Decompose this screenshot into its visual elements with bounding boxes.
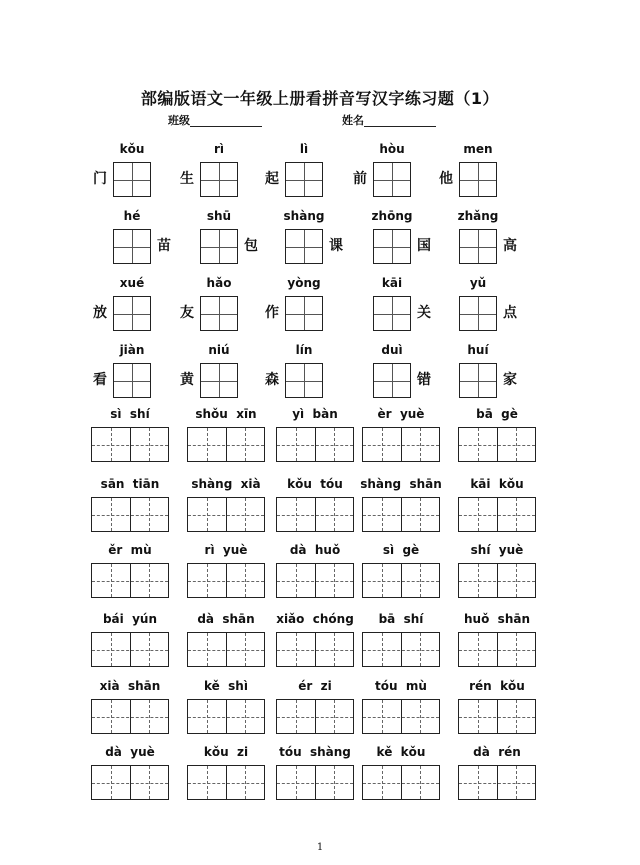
word-pinyin-label: shǒu xīn <box>195 407 257 421</box>
hint-character: 门 <box>93 171 107 187</box>
grid-guide-line <box>92 515 168 516</box>
grid-guide-line <box>363 650 439 651</box>
grid-guide-line <box>92 717 168 718</box>
word-writing-box[interactable] <box>362 427 440 462</box>
grid-guide-line <box>188 717 264 718</box>
worksheet-title: 部编版语文一年级上册看拼音写汉字练习题（1） <box>140 89 500 108</box>
writing-box[interactable] <box>459 296 497 331</box>
hint-character: 作 <box>265 305 279 321</box>
writing-box[interactable] <box>459 229 497 264</box>
word-writing-box[interactable] <box>276 765 354 800</box>
pinyin-label: men <box>463 142 493 156</box>
writing-box[interactable] <box>285 296 323 331</box>
grid-guide-line <box>277 445 353 446</box>
grid-guide-line <box>459 515 535 516</box>
hint-character: 错 <box>417 372 431 388</box>
pinyin-label: kāi <box>381 276 403 290</box>
word-writing-box[interactable] <box>276 699 354 734</box>
grid-guide-line <box>188 515 264 516</box>
writing-box[interactable] <box>459 363 497 398</box>
word-pinyin-label: dà yuè <box>105 745 155 759</box>
hint-character: 森 <box>265 372 279 388</box>
writing-box[interactable] <box>373 162 411 197</box>
word-writing-box[interactable] <box>276 632 354 667</box>
word-pinyin-label: huǒ shān <box>463 612 530 626</box>
name-blank <box>364 115 436 127</box>
word-writing-box[interactable] <box>91 765 169 800</box>
pinyin-label: duì <box>381 343 403 357</box>
grid-guide-line <box>459 650 535 651</box>
word-pinyin-label: sì shí <box>110 407 150 421</box>
pinyin-label: hòu <box>379 142 405 156</box>
pinyin-label: shàng <box>283 209 325 223</box>
word-pinyin-label: shàng shān <box>360 477 442 491</box>
hint-character: 黄 <box>180 372 194 388</box>
grid-guide-line <box>188 783 264 784</box>
pinyin-label: rì <box>213 142 225 156</box>
word-pinyin-label: ěr mù <box>108 543 152 557</box>
hint-character: 他 <box>439 171 453 187</box>
hint-character: 起 <box>265 171 279 187</box>
pinyin-label: zhōng <box>371 209 413 223</box>
name-field <box>342 115 436 127</box>
hint-character: 国 <box>417 238 431 254</box>
word-writing-box[interactable] <box>458 699 536 734</box>
word-writing-box[interactable] <box>187 427 265 462</box>
word-writing-box[interactable] <box>276 427 354 462</box>
word-writing-box[interactable] <box>276 563 354 598</box>
hint-character: 生 <box>180 171 194 187</box>
hint-character: 点 <box>503 305 517 321</box>
word-pinyin-label: yì bàn <box>292 407 338 421</box>
writing-box[interactable] <box>373 296 411 331</box>
grid-guide-line <box>363 581 439 582</box>
word-pinyin-label: tóu shàng <box>279 745 351 759</box>
hint-character: 家 <box>503 372 517 388</box>
word-writing-box[interactable] <box>91 497 169 532</box>
grid-guide-line <box>188 650 264 651</box>
grid-guide-line <box>92 581 168 582</box>
grid-guide-line <box>92 650 168 651</box>
writing-box[interactable] <box>113 229 151 264</box>
pinyin-label: xué <box>119 276 145 290</box>
word-pinyin-label: shí yuè <box>470 543 524 557</box>
hint-character: 关 <box>417 305 431 321</box>
word-pinyin-label: sì gè <box>382 543 420 557</box>
word-writing-box[interactable] <box>362 765 440 800</box>
word-writing-box[interactable] <box>362 497 440 532</box>
word-pinyin-label: sān tiān <box>100 477 160 491</box>
writing-box[interactable] <box>285 363 323 398</box>
pinyin-label: lì <box>299 142 309 156</box>
pinyin-label: niú <box>208 343 230 357</box>
word-pinyin-label: kāi kǒu <box>470 477 524 491</box>
writing-box[interactable] <box>113 363 151 398</box>
word-writing-box[interactable] <box>458 632 536 667</box>
class-blank <box>190 115 262 127</box>
page-number: 1 <box>316 842 324 853</box>
word-writing-box[interactable] <box>187 563 265 598</box>
pinyin-label: shū <box>206 209 232 223</box>
writing-box[interactable] <box>373 229 411 264</box>
hint-character: 看 <box>93 372 107 388</box>
hint-character: 友 <box>180 305 194 321</box>
grid-guide-line <box>92 445 168 446</box>
word-pinyin-label: kǒu zi <box>203 745 249 759</box>
word-pinyin-label: dà huǒ <box>289 543 341 557</box>
word-pinyin-label: tóu mù <box>375 679 427 693</box>
word-writing-box[interactable] <box>187 765 265 800</box>
pinyin-label: hǎo <box>206 276 232 290</box>
word-writing-box[interactable] <box>187 632 265 667</box>
word-writing-box[interactable] <box>187 497 265 532</box>
word-pinyin-label: xià shān <box>99 679 161 693</box>
word-writing-box[interactable] <box>458 765 536 800</box>
word-pinyin-label: shàng xià <box>191 477 261 491</box>
class-label: 班级 <box>168 114 190 127</box>
grid-guide-line <box>277 581 353 582</box>
hint-character: 包 <box>244 238 258 254</box>
grid-guide-line <box>363 445 439 446</box>
grid-guide-line <box>188 581 264 582</box>
writing-box[interactable] <box>459 162 497 197</box>
word-pinyin-label: dà shān <box>197 612 255 626</box>
word-pinyin-label: bái yún <box>102 612 158 626</box>
word-pinyin-label: dà rén <box>473 745 521 759</box>
hint-character: 前 <box>353 171 367 187</box>
grid-guide-line <box>363 515 439 516</box>
word-pinyin-label: kě kǒu <box>376 745 426 759</box>
writing-box[interactable] <box>200 363 238 398</box>
writing-box[interactable] <box>285 229 323 264</box>
word-writing-box[interactable] <box>91 563 169 598</box>
word-pinyin-label: kǒu tóu <box>287 477 343 491</box>
grid-guide-line <box>459 445 535 446</box>
pinyin-label: hé <box>123 209 141 223</box>
pinyin-label: yǔ <box>469 276 487 290</box>
word-writing-box[interactable] <box>362 699 440 734</box>
writing-box[interactable] <box>200 296 238 331</box>
word-writing-box[interactable] <box>91 699 169 734</box>
word-writing-box[interactable] <box>458 563 536 598</box>
pinyin-label: kǒu <box>119 142 145 156</box>
pinyin-label: jiàn <box>119 343 145 357</box>
writing-box[interactable] <box>200 162 238 197</box>
grid-guide-line <box>363 717 439 718</box>
hint-character: 苗 <box>157 238 171 254</box>
word-writing-box[interactable] <box>458 497 536 532</box>
grid-guide-line <box>277 650 353 651</box>
word-pinyin-label: ér zi <box>298 679 332 693</box>
word-writing-box[interactable] <box>362 563 440 598</box>
class-field <box>168 115 262 127</box>
word-writing-box[interactable] <box>276 497 354 532</box>
writing-box[interactable] <box>200 229 238 264</box>
pinyin-label: lín <box>295 343 313 357</box>
word-writing-box[interactable] <box>91 427 169 462</box>
writing-box[interactable] <box>113 162 151 197</box>
word-pinyin-label: kě shì <box>204 679 248 693</box>
word-pinyin-label: rén kǒu <box>469 679 525 693</box>
hint-character: 放 <box>93 305 107 321</box>
grid-guide-line <box>459 581 535 582</box>
word-writing-box[interactable] <box>187 699 265 734</box>
grid-guide-line <box>277 515 353 516</box>
word-writing-box[interactable] <box>91 632 169 667</box>
word-writing-box[interactable] <box>362 632 440 667</box>
word-pinyin-label: bā shí <box>378 612 424 626</box>
word-pinyin-label: èr yuè <box>377 407 425 421</box>
writing-box[interactable] <box>373 363 411 398</box>
pinyin-label: yòng <box>287 276 321 290</box>
writing-box[interactable] <box>113 296 151 331</box>
hint-character: 高 <box>503 238 517 254</box>
grid-guide-line <box>92 783 168 784</box>
grid-guide-line <box>277 717 353 718</box>
name-label: 姓名 <box>342 114 364 127</box>
grid-guide-line <box>363 783 439 784</box>
word-pinyin-label: xiǎo chóng <box>276 612 354 626</box>
grid-guide-line <box>459 717 535 718</box>
pinyin-label: zhǎng <box>457 209 499 223</box>
hint-character: 课 <box>329 238 343 254</box>
word-pinyin-label: bā gè <box>476 407 518 421</box>
grid-guide-line <box>459 783 535 784</box>
pinyin-label: huí <box>467 343 489 357</box>
writing-box[interactable] <box>285 162 323 197</box>
grid-guide-line <box>188 445 264 446</box>
word-writing-box[interactable] <box>458 427 536 462</box>
grid-guide-line <box>277 783 353 784</box>
word-pinyin-label: rì yuè <box>204 543 248 557</box>
